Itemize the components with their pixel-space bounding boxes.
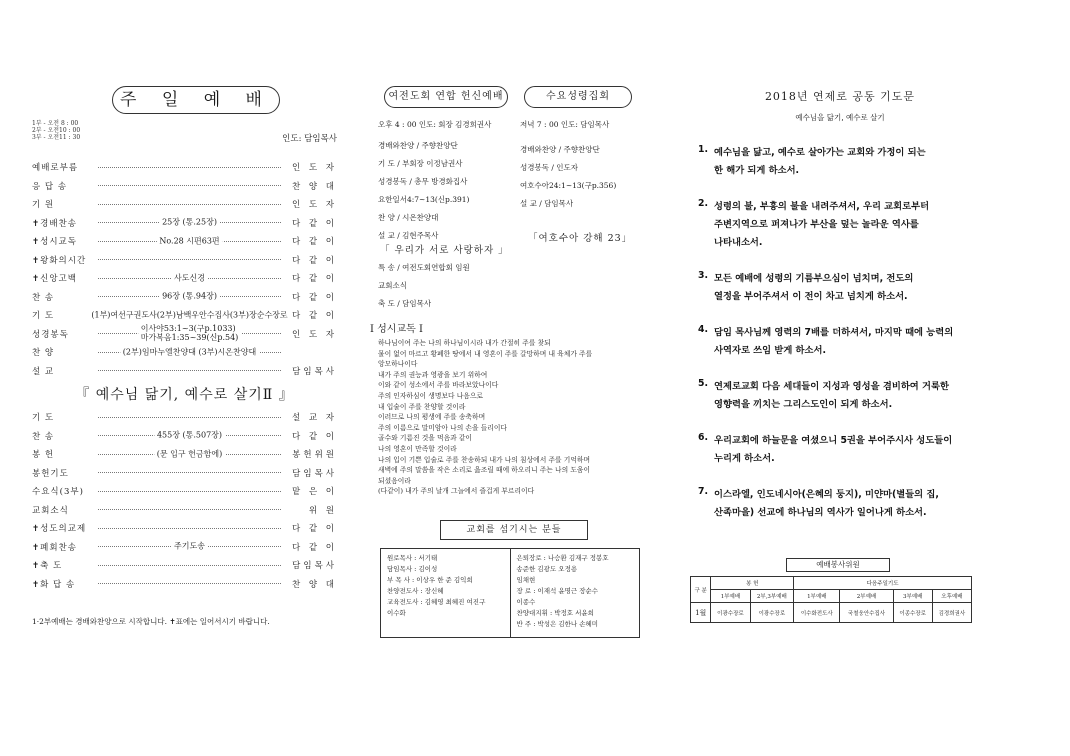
- women-service-line: 기 도 / 부회장 이정남권사: [378, 158, 463, 168]
- staff-line: 이종수: [516, 598, 536, 606]
- prayer-line: 나타내소서.: [714, 237, 763, 248]
- service-times: [32, 120, 80, 141]
- staff-line: 원로목사 : 서기태: [387, 554, 438, 562]
- prayer-text: [714, 270, 913, 306]
- dot-leader: [98, 167, 281, 168]
- order-top: [32, 158, 337, 380]
- prayer-text: [714, 198, 929, 252]
- order-item-detail: [138, 324, 242, 342]
- order-item-person: 다 같 이: [291, 431, 337, 442]
- prayer-item: [698, 198, 988, 252]
- dot-leader: [98, 185, 281, 186]
- dot-leader: [98, 528, 281, 529]
- wednesday-service-line: 여호수아24:1~13(구p.356): [520, 180, 617, 190]
- staff-line: 반 주 : 박성은 김한나 손혜미: [516, 620, 599, 628]
- prayer-number: 3.: [698, 270, 709, 281]
- duty-cell: 김경희권사: [932, 603, 971, 623]
- order-item-person: 찬 양 대: [291, 579, 337, 590]
- dot-leader: [98, 204, 281, 205]
- reading-line: 주의 인자하심이 생명보다 나음으로: [378, 391, 483, 400]
- duty-subhead: 1부예배: [711, 590, 750, 603]
- church-staff-right: [510, 549, 640, 637]
- order-item-name: 찬 송: [32, 431, 55, 442]
- order-item-name: 기 원: [32, 200, 55, 211]
- prayer-number: 7.: [698, 486, 709, 497]
- duty-subhead: 3부예배: [893, 590, 932, 603]
- dot-leader: [98, 259, 281, 260]
- duty-subhead: 오후예배: [932, 590, 971, 603]
- order-item-person: 위 원: [308, 505, 337, 516]
- order-item-name: 성경봉독: [32, 329, 69, 340]
- order-item-detail: 455장 (통.507장): [154, 430, 225, 441]
- order-item-name: 기 도: [32, 413, 55, 424]
- order-item-person: 다 같 이: [291, 542, 337, 553]
- service-time-3: 3부 - 오전11 : 30: [32, 134, 81, 141]
- prayer-item: [698, 270, 988, 306]
- prayer-number: 5.: [698, 378, 709, 389]
- order-row: [32, 232, 337, 251]
- order-row: [32, 288, 337, 307]
- prayer-list: [698, 144, 988, 540]
- reading-line: 나의 입이 기쁜 입술로 주를 찬송하되 내가 나의 침상에서 주를 기억하며: [378, 455, 591, 464]
- order-item-detail-line: 마가복음1:35~39(신p.54): [140, 333, 239, 343]
- order-item-person: 찬 양 대: [291, 181, 337, 192]
- order-item-person: 담임목사: [292, 561, 337, 572]
- prayer-number: 2.: [698, 198, 709, 209]
- duty-month: 1월: [691, 603, 711, 623]
- prayer-line: 영향력을 끼치는 그리스도인이 되게 하소서.: [714, 399, 893, 410]
- prayer-item: [698, 486, 988, 522]
- order-of-worship: [32, 158, 337, 593]
- order-item-detail-line: 이사야53:1~3(구p.1033): [140, 324, 236, 334]
- order-row: [32, 482, 337, 501]
- order-item-name: 설 교: [32, 366, 55, 377]
- wednesday-service-slogan: 「여호수아 강해 23」: [528, 233, 633, 244]
- order-row: [32, 519, 337, 538]
- prayer-line: 열정을 부어주셔서 이 전이 차고 넘치게 하소서.: [714, 291, 908, 302]
- dot-leader: [98, 565, 281, 566]
- order-item-person: 다 같 이: [291, 237, 337, 248]
- order-item-name: 예배로부름: [32, 163, 79, 174]
- duty-cell: 이광수장로: [711, 603, 750, 623]
- order-item-person: 다 같 이: [291, 524, 337, 535]
- dot-leader: [98, 347, 281, 357]
- dot-leader: [98, 324, 281, 343]
- prayer-line: 예수님을 닮고, 예수로 살아가는 교회와 가정이 되는: [714, 147, 926, 158]
- prayer-item: [698, 324, 988, 360]
- prayer-line: 우리교회에 하늘문을 여셨으니 5권을 부어주시사 성도들이: [714, 435, 953, 446]
- prayer-subtitle: 예수님을 닮기, 예수로 살기: [795, 113, 885, 122]
- order-item-detail: 96장 (통.94장): [159, 291, 220, 302]
- reading-line: (다같이) 내가 주의 날개 그늘에서 즐겁게 부르리이다: [378, 487, 535, 496]
- prayer-text: [714, 486, 939, 522]
- order-item-person: 다 같 이: [291, 311, 337, 322]
- order-item-name: ✝화 답 송: [32, 579, 76, 590]
- dot-leader: [98, 236, 281, 246]
- order-item-person: 인 도 자: [291, 200, 337, 211]
- order-item-person: 다 같 이: [291, 255, 337, 266]
- reading-line: 이와 같이 성소에서 주를 바라보았나이다: [378, 381, 499, 390]
- order-row: [32, 214, 337, 233]
- order-item-detail: (문 입구 헌금함에): [154, 448, 225, 459]
- women-service-line: 축 도 / 담임목사: [378, 298, 432, 308]
- duty-head-category: 구 분: [691, 577, 711, 603]
- prayer-text: [714, 144, 926, 180]
- reading-line: 내 입술이 주를 찬양할 것이라: [378, 402, 466, 411]
- duty-subhead: 2부,3부예배: [750, 590, 794, 603]
- prayer-line: 누리게 하소서.: [714, 453, 775, 464]
- order-row: [32, 408, 337, 427]
- order-item-person: 맡 은 이: [291, 487, 337, 498]
- prayer-number: 1.: [698, 144, 709, 155]
- order-row: [32, 325, 337, 344]
- wednesday-service-line: 경배와찬양 / 주향찬양단: [520, 144, 600, 154]
- dot-leader: [98, 472, 281, 473]
- order-item-name: ✝신앙고백: [32, 274, 77, 285]
- wednesday-service-time: 저녁 7 : 00 인도: 담임목사: [520, 120, 610, 129]
- worship-leader: 인도: 담임목사: [282, 134, 337, 144]
- order-item-person: 다 같 이: [291, 292, 337, 303]
- prayer-line: 연제로교회 다음 세대들이 지성과 영성을 겸비하여 거룩한: [714, 381, 949, 392]
- order-row: [32, 445, 337, 464]
- standing-note: 1·2부예배는 경배와찬양으로 시작합니다. ✝표에는 일어서시기 바랍니다.: [32, 617, 270, 626]
- dot-leader: [98, 417, 281, 418]
- order-item-name: 응 답 송: [32, 181, 68, 192]
- duty-head-next-prayer: 다음주일기도: [794, 577, 972, 590]
- order-row: [32, 343, 337, 362]
- wednesday-service-order: [520, 140, 616, 212]
- order-row: [32, 362, 337, 381]
- order-row: [32, 464, 337, 483]
- wednesday-service-line: 성경봉독 / 인도자: [520, 162, 579, 172]
- order-row: [32, 306, 337, 325]
- dot-leader: [98, 370, 281, 371]
- reading-line: 골수와 기름진 것을 먹음과 같이: [378, 434, 472, 443]
- duty-title: 예배봉사위원: [786, 558, 890, 572]
- duty-subhead: 2부예배: [840, 590, 893, 603]
- reading-line: 앙모하나이다: [378, 360, 418, 369]
- staff-line: 교육전도사 : 김혜영 최혜진 여진구: [387, 598, 486, 606]
- order-item-detail: 25장 (통.25장): [159, 217, 220, 228]
- order-item-detail: No.28 시편63편: [156, 235, 222, 246]
- women-service-line: 설 교 / 김현주목사: [378, 230, 439, 240]
- duty-head-offering: 봉 헌: [711, 577, 794, 590]
- order-item-person: 설 교 자: [291, 413, 337, 424]
- order-row: [32, 269, 337, 288]
- dot-leader: [98, 291, 281, 301]
- staff-line: 찬양전도사 : 장신혜: [387, 587, 444, 595]
- staff-line: 찬양대지휘 : 박정호 서윤희: [516, 609, 594, 617]
- order-item-name: 기 도: [32, 311, 55, 322]
- reading-line: 내가 주의 권능과 영광을 보기 위하여: [378, 370, 488, 379]
- women-service-line: 경배와찬양 / 주향찬양단: [378, 140, 458, 150]
- prayer-line: 이스라엘, 인도네시아(은혜의 둥지), 미얀마(별들의 집,: [714, 489, 939, 500]
- women-service-line: 교회소식: [378, 280, 407, 290]
- duty-table: [690, 576, 972, 623]
- order-row: [32, 538, 337, 557]
- women-service-slogan: 「 우리가 서로 사랑하자 」: [380, 245, 509, 256]
- women-service-line: 성경봉독 / 총무 방경화집사: [378, 176, 468, 186]
- order-item-name: ✝축 도: [32, 561, 63, 572]
- staff-line: 은퇴장로 : 나승환 김재구 정봉호: [516, 554, 609, 562]
- duty-subheader-row: [691, 590, 972, 603]
- order-item-name: ✝성도의교제: [32, 524, 87, 535]
- duty-subhead: 1부예배: [794, 590, 840, 603]
- dot-leader: [98, 217, 281, 227]
- reading-line: 물이 없어 마르고 황폐한 땅에서 내 영혼이 주를 갈망하며 내 육체가 주를: [378, 349, 593, 358]
- prayer-text: [714, 432, 952, 468]
- prayer-number: 4.: [698, 324, 709, 335]
- staff-line: 장 로 : 이재석 윤명근 장순수: [516, 587, 599, 595]
- order-row: [32, 575, 337, 594]
- order-item-person: 인 도 자: [291, 163, 337, 174]
- prayer-title: 2018년 연제로 공동 기도문: [764, 90, 916, 103]
- order-item-name: ✝왕화의시간: [32, 255, 87, 266]
- prayer-item: [698, 378, 988, 414]
- order-item-name: ✝경배찬송: [32, 218, 77, 229]
- order-item-name: 봉 헌: [32, 450, 55, 461]
- dot-leader: [98, 449, 281, 459]
- wednesday-service-line: 설 교 / 담임목사: [520, 198, 574, 208]
- dot-leader: [98, 541, 281, 551]
- sermon-title: 『 예수님 닮기, 예수로 살기Ⅱ 』: [75, 387, 294, 403]
- duty-cell: 국철웅안수집사: [840, 603, 893, 623]
- prayer-number: 6.: [698, 432, 709, 443]
- dot-leader: [98, 509, 281, 510]
- reading-line: 하나님이여 주는 나의 하나님이시라 내가 간절히 주를 찾되: [378, 339, 551, 347]
- women-service-time: 오후 4 : 00 인도: 회장 김경희권사: [378, 120, 492, 129]
- dot-leader: [91, 310, 288, 320]
- order-item-name: 찬 양: [32, 348, 55, 359]
- order-row: [32, 158, 337, 177]
- order-item-name: 찬 송: [32, 292, 55, 303]
- dot-leader: [98, 583, 281, 584]
- duty-cell: 이수화전도사: [794, 603, 840, 623]
- order-bottom: [32, 408, 337, 593]
- wednesday-service-title: 수요성령집회: [524, 86, 632, 108]
- order-item-detail: (1부)여선구권도사(2부)남백우안수집사(3부)장순수장로: [88, 309, 290, 320]
- staff-line: 담임목사 : 김이성: [387, 565, 438, 573]
- prayer-line: 한 해가 되게 하소서.: [714, 165, 800, 176]
- order-item-person: 봉헌위원: [292, 450, 337, 461]
- reading-line: 새벽에 주의 말씀을 작은 소리로 읊조릴 때에 하오리니 주는 나의 도움이: [378, 466, 591, 475]
- staff-line: 이수화: [387, 609, 406, 617]
- duty-data-row: [691, 603, 972, 623]
- dot-leader: [98, 273, 281, 283]
- women-service-line: 요한일서4:7~13(신p.391): [378, 194, 470, 204]
- service-time-2: 2부 - 오전10 : 00: [32, 127, 81, 134]
- dot-leader: [98, 430, 281, 440]
- sunday-worship-title: 주 일 예 배: [112, 86, 280, 114]
- duty-cell: 이종수장로: [893, 603, 932, 623]
- order-item-name: ✝폐회찬송: [32, 542, 77, 553]
- order-item-detail: (2부)임마누엘찬양대 (3부)시온찬양대: [120, 346, 259, 357]
- prayer-line: 성령의 불, 부흥의 불을 내려주셔서, 우리 교회로부터: [714, 201, 930, 212]
- order-item-name: 봉헌기도: [32, 468, 69, 479]
- prayer-line: 담임 목사님께 영력의 7배를 더하셔서, 마지막 때에 능력의: [714, 327, 954, 338]
- duty-cell: 이광수장로: [750, 603, 794, 623]
- order-row: [32, 251, 337, 270]
- church-staff-box: [380, 548, 640, 638]
- order-item-person: 인 도 자: [291, 329, 337, 340]
- staff-line: 부 목 사 : 이상우 한 준 김익희: [387, 576, 473, 584]
- order-item-detail: 사도신경: [171, 272, 208, 283]
- order-row: [32, 501, 337, 520]
- order-row: [32, 556, 337, 575]
- women-service-order-2: [378, 258, 470, 312]
- order-item-person: 다 같 이: [291, 274, 337, 285]
- service-time-1: 1부 - 오전 8 : 00: [32, 120, 79, 127]
- prayer-text: [714, 324, 953, 360]
- prayer-item: [698, 432, 988, 468]
- order-item-name: ✝성시교독: [32, 237, 77, 248]
- responsive-reading-heading: I 성시교독 I: [370, 324, 423, 335]
- order-item-person: 담임목사: [292, 366, 337, 377]
- duty-header-row: [691, 577, 972, 590]
- church-staff-title: 교회를 섬기시는 분들: [440, 520, 588, 540]
- order-row: [32, 177, 337, 196]
- order-item-name: 수요식(3부): [32, 487, 84, 498]
- prayer-line: 모든 예배에 성령의 기름부으심이 넘치며, 전도의: [714, 273, 914, 284]
- order-item-person: 다 같 이: [291, 218, 337, 229]
- prayer-line: 산족마을) 선교에 하나님의 역사가 일어나게 하소서.: [714, 507, 927, 518]
- prayer-line: 사역자로 쓰임 받게 하소서.: [714, 345, 827, 356]
- order-row: [32, 427, 337, 446]
- order-row: [32, 195, 337, 214]
- responsive-reading-text: [378, 338, 648, 497]
- reading-line: 되셨음이라: [378, 476, 411, 485]
- order-item-detail: 주기도송: [171, 541, 208, 552]
- women-service-order: [378, 136, 469, 244]
- reading-line: 주의 이름으로 말미암아 나의 손을 들리이다: [378, 423, 507, 432]
- women-service-line: 찬 양 / 시온찬양대: [378, 212, 439, 222]
- order-item-person: 담임목사: [292, 468, 337, 479]
- dot-leader: [98, 491, 281, 492]
- church-staff-left: [381, 549, 510, 637]
- staff-line: 임채현: [516, 576, 536, 584]
- order-item-name: 교회소식: [32, 505, 69, 516]
- prayer-item: [698, 144, 988, 180]
- reading-line: 이러므로 나의 평생에 주를 송축하며: [378, 413, 486, 422]
- women-service-title: 여전도회 연합 헌신예배: [384, 86, 508, 108]
- women-service-line: 특 송 / 여전도회연합회 임원: [378, 262, 470, 272]
- reading-line: 나의 영혼이 만족할 것이라: [378, 444, 457, 453]
- prayer-line: 주변지역으로 퍼져나가 부산을 덮는 놀라운 역사를: [714, 219, 919, 230]
- prayer-text: [714, 378, 949, 414]
- staff-line: 송준한 김광도 오정용: [516, 565, 578, 573]
